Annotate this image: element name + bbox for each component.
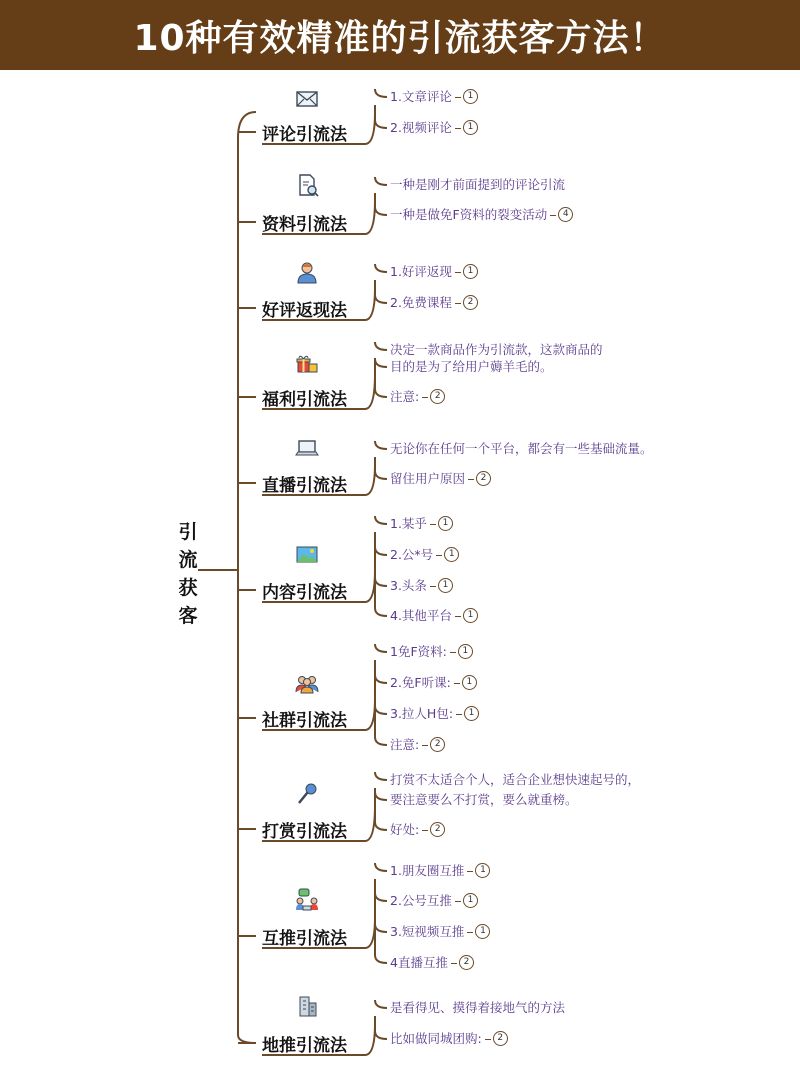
method-label: 评论引流法 — [262, 125, 347, 145]
connector-line — [365, 570, 375, 602]
connector-line — [365, 113, 375, 145]
connector-line — [375, 955, 387, 963]
connector-line — [375, 822, 387, 830]
group-icon — [294, 670, 320, 696]
leaf-text: 1.文章评论 — [390, 89, 452, 104]
count-badge[interactable]: 1 — [464, 706, 479, 721]
leaf-item — [390, 341, 603, 358]
count-badge[interactable]: 2 — [476, 471, 491, 486]
badge-connector — [455, 303, 461, 304]
count-badge[interactable]: 1 — [463, 893, 478, 908]
badge-connector — [430, 524, 436, 525]
leaf-item — [390, 892, 478, 909]
leaf-item — [390, 358, 553, 375]
person-icon — [294, 259, 320, 285]
badge-connector — [455, 128, 461, 129]
badge-connector — [451, 963, 457, 964]
leaf-text: 2.免F听课: — [390, 675, 451, 690]
connector-line — [375, 177, 387, 185]
connector-line — [238, 112, 256, 1043]
connector-line — [365, 699, 375, 731]
leaf-text: 3.短视频互推 — [390, 924, 465, 939]
connector-line — [365, 200, 375, 234]
connector-line — [375, 706, 387, 714]
connector-line — [375, 737, 387, 745]
count-badge[interactable]: 1 — [463, 89, 478, 104]
badge-connector — [455, 901, 461, 902]
leaf-item — [390, 862, 490, 879]
connector-line — [375, 471, 387, 479]
root-char: 流 — [178, 549, 198, 571]
connector-line — [365, 464, 375, 495]
count-badge[interactable]: 1 — [438, 516, 453, 531]
connector-line — [375, 863, 387, 871]
method-label: 直播引流法 — [262, 476, 347, 496]
connector-line — [375, 675, 387, 683]
method-label: 内容引流法 — [262, 583, 347, 603]
connector-line — [375, 608, 387, 616]
connector-line — [375, 342, 387, 350]
leaf-item — [390, 999, 565, 1016]
laptop-icon — [294, 435, 320, 461]
leaf-text: 2.公*号 — [390, 547, 434, 562]
count-badge[interactable]: 1 — [475, 924, 490, 939]
leaf-text: 2.视频评论 — [390, 120, 452, 135]
leaf-item — [390, 294, 478, 311]
leaf-item — [390, 821, 445, 838]
leaf-item — [390, 440, 653, 457]
count-badge[interactable]: 2 — [430, 389, 445, 404]
connector-line — [375, 207, 387, 215]
document-search-icon — [294, 172, 320, 198]
leaf-text: 注意: — [390, 389, 420, 404]
leaf-text: 决定一款商品作为引流款，这款商品的 — [390, 342, 603, 357]
badge-connector — [422, 745, 428, 746]
root-char: 引 — [178, 521, 198, 543]
chat-people-icon — [294, 886, 320, 912]
leaf-text: 无论你在任何一个平台，都会有一些基础流量。 — [390, 441, 653, 456]
leaf-text: 3.拉人H包: — [390, 706, 454, 721]
count-badge[interactable]: 2 — [493, 1031, 508, 1046]
badge-connector — [450, 652, 456, 653]
method-label: 福利引流法 — [262, 390, 347, 410]
leaf-text: 1.朋友圈互推 — [390, 863, 465, 878]
count-badge[interactable]: 1 — [463, 120, 478, 135]
leaf-item — [390, 119, 478, 136]
connector-line — [375, 644, 387, 652]
badge-connector — [485, 1039, 491, 1040]
method-label: 资料引流法 — [262, 215, 347, 235]
leaf-text: 1免F资料: — [390, 644, 447, 659]
building-icon — [294, 993, 320, 1019]
badge-connector — [422, 397, 428, 398]
count-badge[interactable]: 1 — [475, 863, 490, 878]
count-badge[interactable]: 1 — [463, 264, 478, 279]
method-label: 好评返现法 — [262, 301, 347, 321]
badge-connector — [467, 932, 473, 933]
leaf-item — [390, 736, 445, 753]
method-label: 社群引流法 — [262, 711, 347, 731]
leaf-item — [390, 674, 477, 691]
leaf-item — [390, 515, 453, 532]
connector-line — [375, 389, 387, 397]
badge-connector — [454, 683, 460, 684]
badge-connector — [467, 871, 473, 872]
root-node — [178, 518, 198, 630]
leaf-text: 2.免费课程 — [390, 295, 452, 310]
connector-line — [375, 295, 387, 303]
leaf-text: 1.某乎 — [390, 516, 427, 531]
connector-line — [375, 516, 387, 524]
leaf-text: 一种是做免F资料的裂变活动 — [390, 207, 548, 222]
connector-line — [375, 441, 387, 449]
leaf-text: 2.公号互推 — [390, 893, 452, 908]
count-badge[interactable]: 1 — [438, 578, 453, 593]
leaf-item — [390, 206, 573, 223]
connector-line — [375, 359, 387, 367]
badge-connector — [422, 830, 428, 831]
leaf-text: 3.头条 — [390, 578, 427, 593]
connector-line — [375, 893, 387, 901]
badge-connector — [550, 215, 556, 216]
connector-line — [365, 805, 375, 841]
connector-line — [375, 547, 387, 555]
picture-icon — [294, 541, 320, 567]
badge-connector — [455, 616, 461, 617]
count-badge[interactable]: 4 — [558, 207, 573, 222]
leaf-text: 比如做同城团购: — [390, 1031, 482, 1046]
connector-line — [375, 792, 387, 800]
leaf-item — [390, 954, 474, 971]
leaf-item — [390, 771, 640, 788]
leaf-item — [390, 470, 491, 487]
leaf-item — [390, 705, 479, 722]
connector-line — [375, 578, 387, 586]
root-char: 客 — [178, 605, 198, 627]
leaf-item — [390, 1030, 508, 1047]
leaf-item — [390, 791, 578, 808]
leaf-item — [390, 577, 453, 594]
leaf-item — [390, 88, 478, 105]
method-label: 互推引流法 — [262, 929, 347, 949]
microphone-icon — [294, 781, 320, 807]
count-badge[interactable]: 1 — [458, 644, 473, 659]
count-badge[interactable]: 2 — [430, 822, 445, 837]
method-label: 地推引流法 — [262, 1036, 347, 1056]
connector-line — [375, 120, 387, 128]
leaf-item — [390, 263, 478, 280]
badge-connector — [455, 272, 461, 273]
connector-line — [375, 264, 387, 272]
count-badge[interactable]: 1 — [463, 608, 478, 623]
leaf-text: 1.好评返现 — [390, 264, 452, 279]
leaf-text: 留住用户原因 — [390, 471, 466, 486]
connector-line — [365, 288, 375, 321]
leaf-item — [390, 607, 478, 624]
count-badge[interactable]: 1 — [444, 547, 459, 562]
badge-connector — [455, 97, 461, 98]
connector-line — [375, 924, 387, 932]
leaf-text: 注意: — [390, 737, 420, 752]
leaf-text: 是看得见、摸得着接地气的方法 — [390, 1000, 566, 1015]
connector-line — [375, 1000, 387, 1008]
root-char: 获 — [178, 577, 198, 599]
leaf-text: 4直播互推 — [390, 955, 448, 970]
leaf-item — [390, 388, 445, 405]
leaf-item — [390, 643, 473, 660]
count-badge[interactable]: 2 — [459, 955, 474, 970]
leaf-text: 要注意要么不打赏，要么就重榜。 — [390, 792, 578, 807]
page-title: 10种有效精准的引流获客方法！ — [133, 17, 667, 59]
leaf-item — [390, 923, 490, 940]
connector-line — [365, 374, 375, 410]
badge-connector — [468, 479, 474, 480]
leaf-text: 打赏不太适合个人，适合企业想快速起号的， — [390, 772, 641, 787]
connector-line — [375, 89, 387, 97]
connector-line — [365, 917, 375, 948]
connector-line — [375, 1031, 387, 1039]
envelope-icon — [294, 86, 320, 112]
count-badge[interactable]: 2 — [463, 295, 478, 310]
connector-line — [365, 1024, 375, 1056]
connector-line — [375, 772, 387, 780]
badge-connector — [436, 555, 442, 556]
count-badge[interactable]: 1 — [462, 675, 477, 690]
gift-icon — [294, 350, 320, 376]
leaf-item — [390, 176, 565, 193]
badge-connector — [430, 586, 436, 587]
badge-connector — [456, 714, 462, 715]
count-badge[interactable]: 2 — [430, 737, 445, 752]
leaf-text: 目的是为了给用户薅羊毛的。 — [390, 359, 553, 374]
method-label: 打赏引流法 — [262, 822, 347, 842]
leaf-text: 好处: — [390, 822, 420, 837]
leaf-text: 4.其他平台 — [390, 608, 452, 623]
leaf-text: 一种是刚才前面提到的评论引流 — [390, 177, 566, 192]
leaf-item — [390, 546, 459, 563]
